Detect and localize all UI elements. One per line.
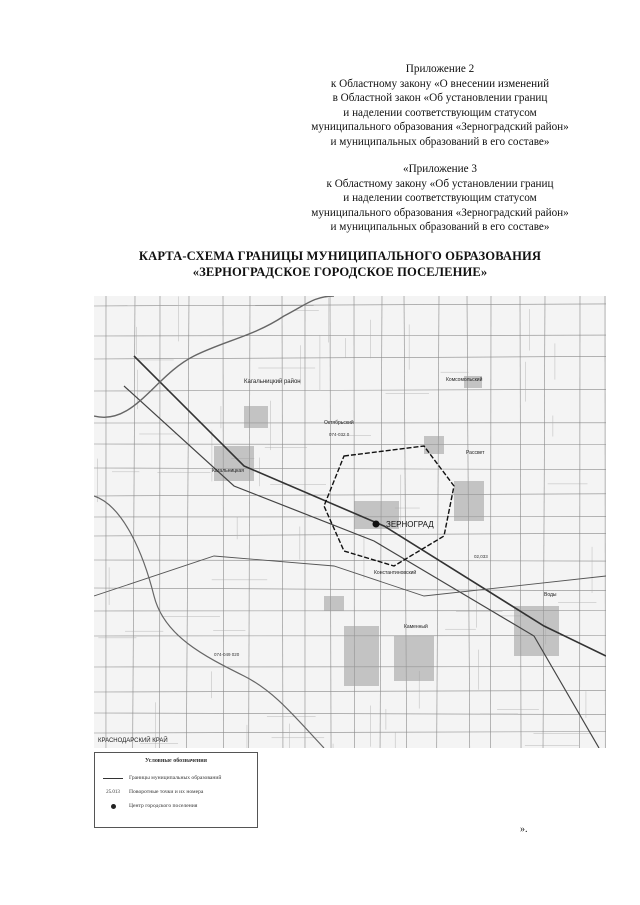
map-heading-line-1: КАРТА-СХЕМА ГРАНИЦЫ МУНИЦИПАЛЬНОГО ОБРАЗОВАНИЯ <box>138 249 542 263</box>
field-line <box>94 732 606 733</box>
label-rassvet: Рассвет <box>466 450 485 456</box>
label-point: 074-049 020 <box>214 652 240 657</box>
point-number-icon: 25.013 <box>106 789 120 795</box>
field-line <box>520 296 521 748</box>
appendix-3-line: муниципального образования «Зерноградский район» <box>311 206 569 219</box>
field-line <box>94 356 606 359</box>
settlement-block <box>394 636 434 681</box>
label-city: ЗЕРНОГРАД <box>386 520 434 529</box>
appendix-2-line: в Областной закон «Об установлении границ <box>332 92 548 105</box>
legend-row-boundary <box>101 773 221 783</box>
legend-text: Границы муниципальных образований <box>129 775 222 781</box>
settlement-block <box>214 446 254 481</box>
field-line <box>467 296 470 748</box>
boundary-line-icon <box>101 778 125 779</box>
field-line <box>94 444 606 445</box>
city-center-marker <box>373 521 380 528</box>
appendix-2-line: муниципального образования «Зерноградский район» <box>311 121 569 134</box>
legend-title: Условные обозначения <box>145 758 207 764</box>
center-dot-icon <box>101 804 125 809</box>
field-line <box>94 335 606 336</box>
settlement-block <box>244 406 268 428</box>
appendix-2-title: Приложение 2 <box>405 63 475 75</box>
field-line <box>94 588 606 591</box>
label-oktyabrsky: Октябрьский <box>324 420 354 426</box>
closing-quote: ». <box>520 824 528 835</box>
road-line <box>94 556 606 596</box>
label-krasnodar: КРАСНОДАРСКИЙ КРАЙ <box>98 738 168 744</box>
settlement-block <box>514 606 559 656</box>
field-line <box>94 494 606 496</box>
appendix-2-line: и наделении соответствующим статусом <box>343 106 537 119</box>
appendix-2-line: к Областному закону «О внесении изменений <box>330 77 550 90</box>
field-line <box>94 713 606 714</box>
river-line <box>94 496 324 748</box>
field-line <box>94 691 606 692</box>
legend-text: Поворотные точки и их номера <box>129 789 204 795</box>
label-vody: Воды <box>544 592 557 598</box>
field-line <box>94 468 606 470</box>
settlement-block <box>454 481 484 521</box>
field-line <box>186 296 189 748</box>
legend-text: Центр городского поселения <box>129 803 198 809</box>
legend-row-center <box>101 801 197 811</box>
label-point: 074-032 0 <box>329 432 350 437</box>
field-line <box>223 296 224 748</box>
appendix-3-line: и муниципальных образований в его составе» <box>330 221 550 234</box>
field-line <box>249 296 250 748</box>
label-kagalnitskaya: Кагальницкая <box>212 468 244 474</box>
label-konstantinovsky: Константиновский <box>374 570 417 576</box>
river-line <box>94 296 334 417</box>
appendix-3-title: «Приложение 3 <box>402 163 478 175</box>
field-line <box>133 296 135 748</box>
settlement-block <box>324 596 344 611</box>
boundary-map-drawing <box>94 296 606 748</box>
map-legend <box>94 752 258 828</box>
label-point: 02,033 <box>474 554 488 559</box>
highway-line <box>124 386 599 748</box>
settlement-block <box>424 436 444 454</box>
field-line <box>94 560 606 561</box>
field-line <box>94 389 606 391</box>
appendix-3-line: и наделении соответствующим статусом <box>343 192 537 205</box>
settlement-block <box>344 626 379 686</box>
map-heading <box>60 248 620 280</box>
label-kagalnitsky: Кагальницкий район <box>244 379 301 385</box>
field-line <box>94 533 606 536</box>
field-line <box>437 296 439 748</box>
field-line <box>282 296 283 748</box>
appendix-3-header <box>270 162 610 235</box>
appendix-2-header <box>270 62 610 150</box>
settlements <box>214 376 559 686</box>
appendix-3-line: к Областному закону «Об установлении границ <box>326 177 554 190</box>
field-line <box>543 296 545 748</box>
appendix-2-line: и муниципальных образований в его составе» <box>330 135 550 148</box>
legend-row-points <box>101 787 203 797</box>
boundary-map <box>94 296 606 748</box>
label-komsomolsky: Комсомольский <box>446 377 483 383</box>
map-heading-line-2: «ЗЕРНОГРАДСКОЕ ГОРОДСКОЕ ПОСЕЛЕНИЕ» <box>192 265 488 279</box>
label-kamensky: Каменный <box>404 624 428 630</box>
